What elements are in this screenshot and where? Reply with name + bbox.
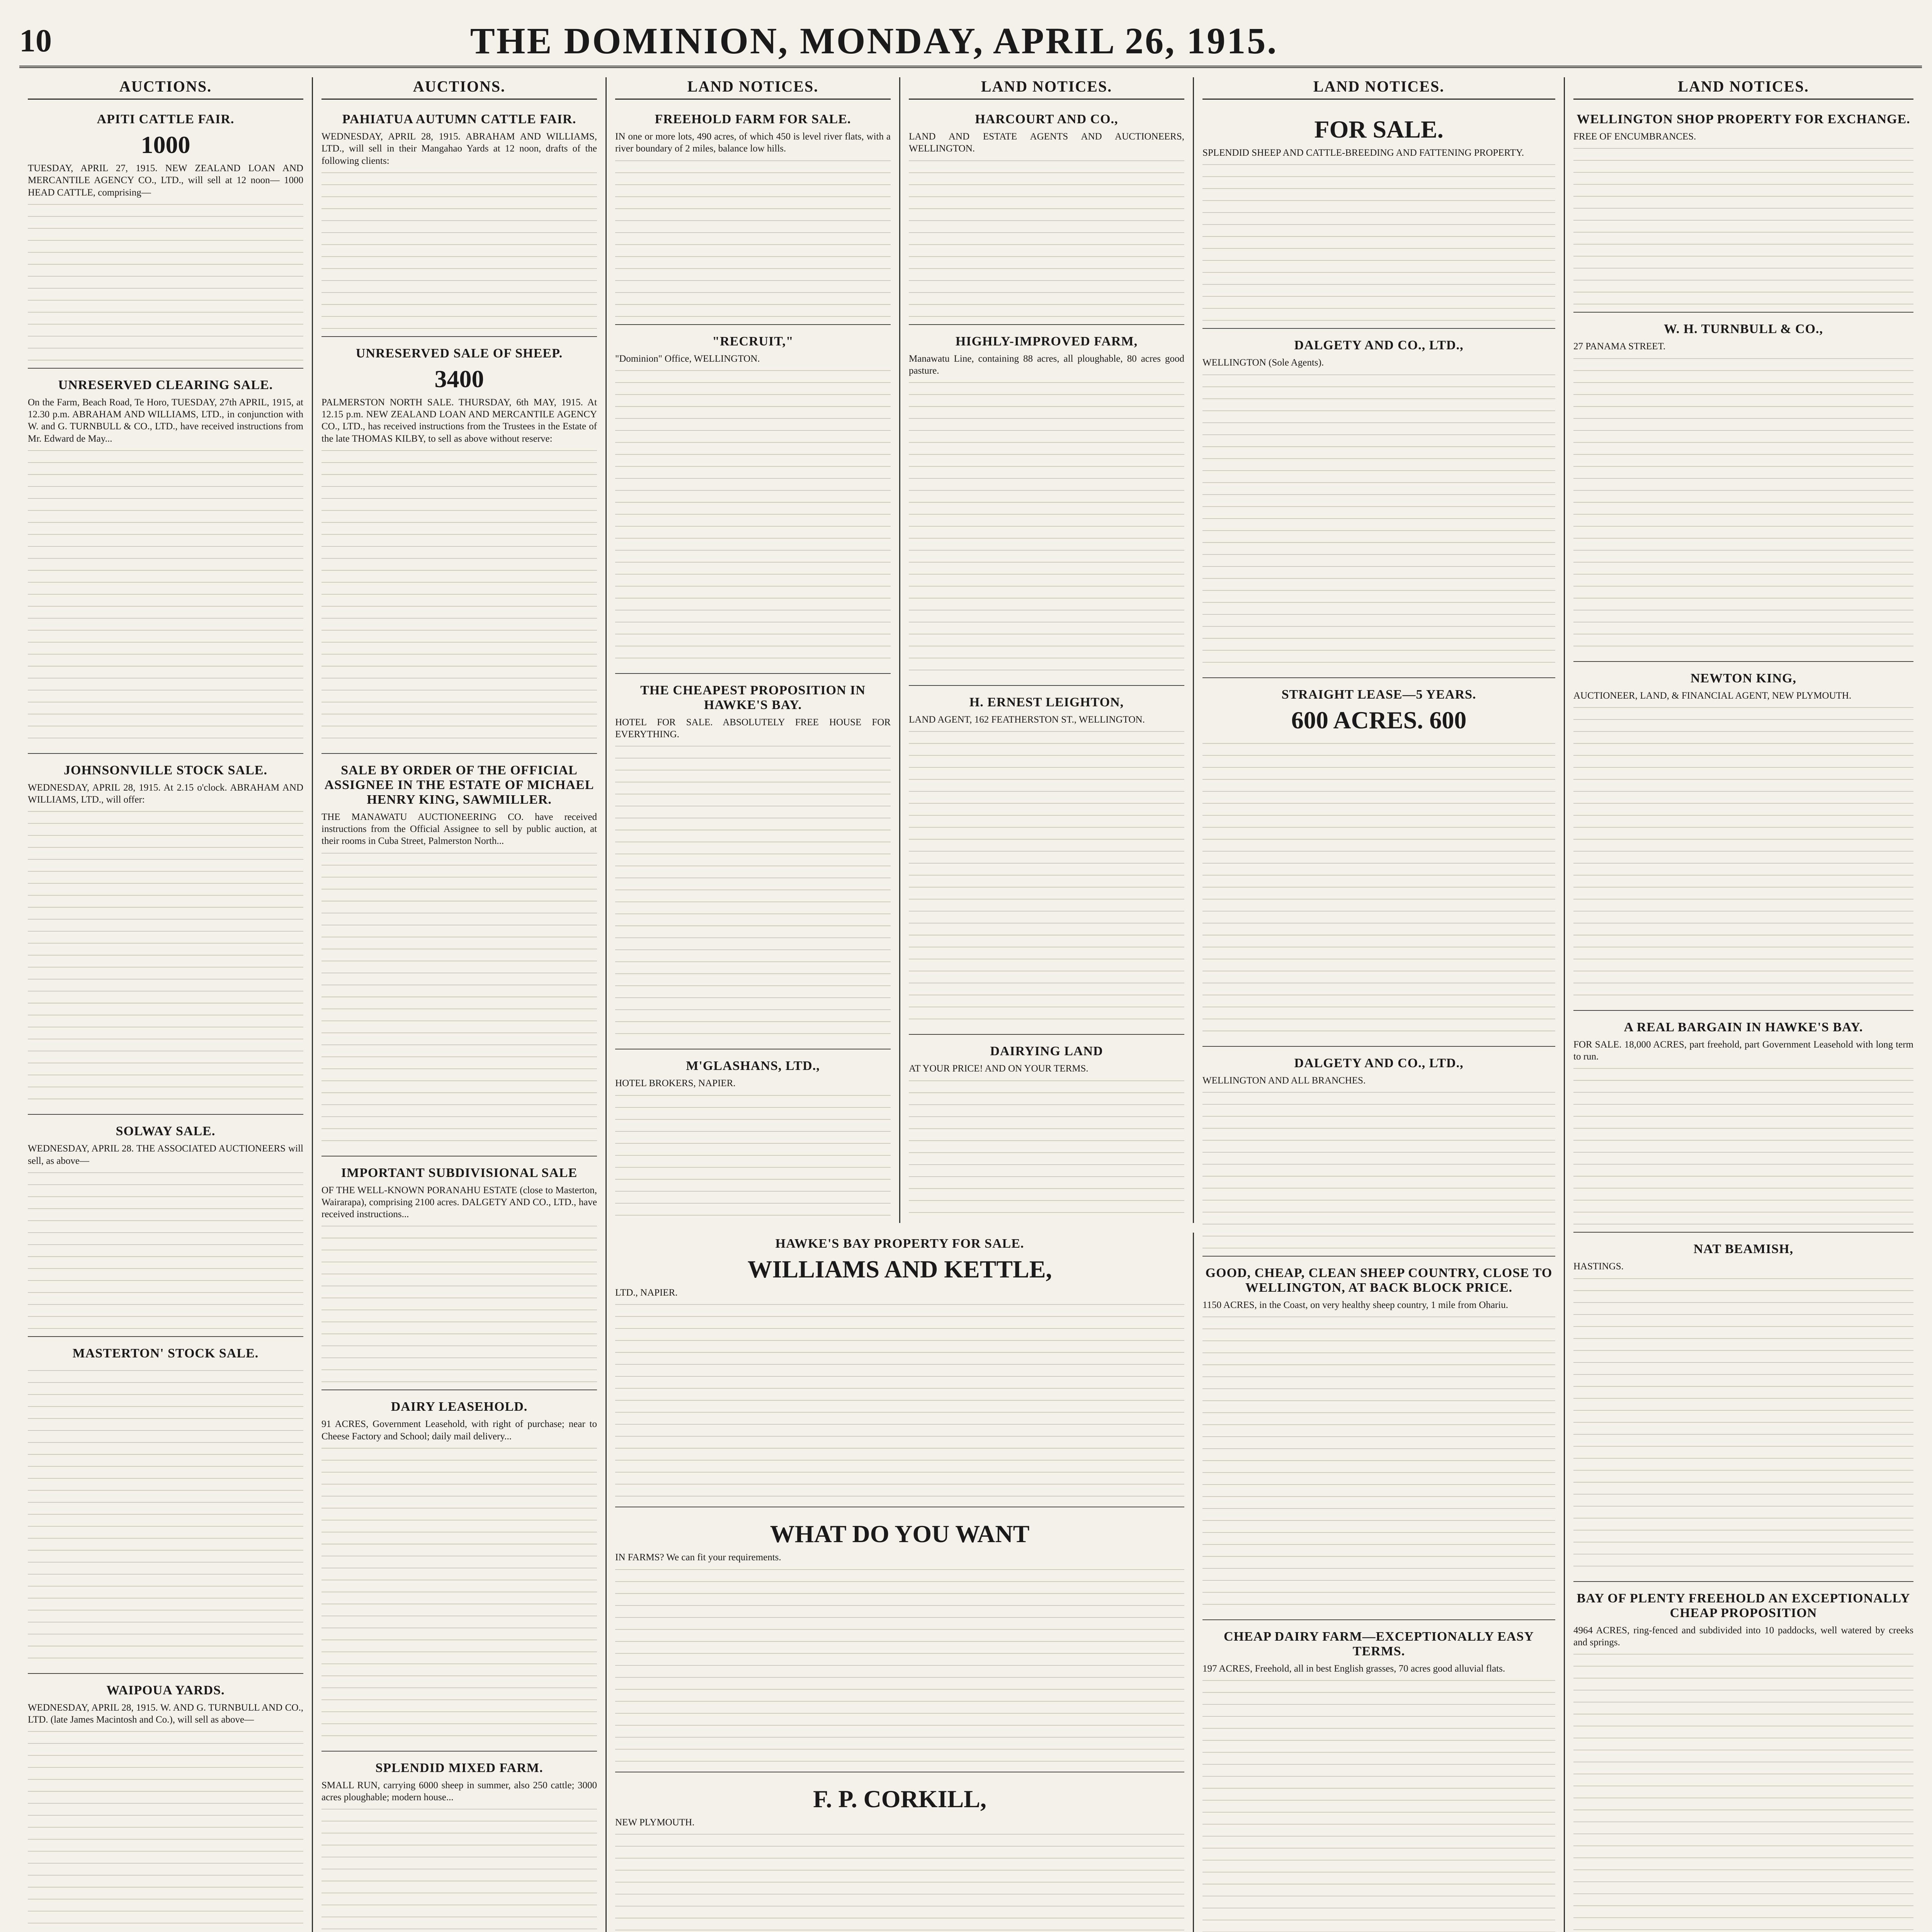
ad-body-text: THE MANAWATU AUCTIONEERING CO. have received instructions from the Official Assignee to sell by public auction, at their rooms in Cuba Street, Palmerston North... (321, 811, 597, 847)
fine-print-block (1573, 1648, 1913, 1932)
ad-body-text: HOTEL BROKERS, NAPIER. (615, 1078, 736, 1089)
classified-ad (1202, 1626, 1555, 1932)
ad-body-text: HASTINGS. (1573, 1261, 1624, 1272)
ad-heading: NEWTON KING, (1690, 671, 1796, 685)
column-land-notices-4 (1565, 77, 1922, 1932)
ad-heading: UNRESERVED SALE OF SHEEP. (355, 346, 563, 361)
fine-print-block (28, 1167, 303, 1329)
ad-body-text: WELLINGTON AND ALL BRANCHES. (1202, 1075, 1366, 1086)
column-wide-ads (607, 1233, 1194, 1932)
classified-ad (1573, 108, 1913, 313)
classified-ad (615, 108, 891, 325)
ad-body-text: 4964 ACRES, ring-fenced and subdivided into 10 paddocks, well watered by creeks and springs. (1573, 1625, 1913, 1648)
fine-print-block (1202, 369, 1555, 670)
fine-print-block (615, 155, 891, 317)
ad-body-text: WEDNESDAY, APRIL 28, 1915. ABRAHAM AND WILLIAMS, LTD., will sell in their Mangahao Yards at 12 noon, drafts of the following clients: (321, 131, 597, 166)
fine-print-block (615, 740, 891, 1042)
classified-ad (1202, 1052, 1555, 1257)
ad-body-text: On the Farm, Beach Road, Te Horo, TUESDAY, 27th APRIL, 1915, at 12.30 p.m. ABRAHAM AND WILLIAMS, LTD., in conjunction with W. and G. TURNBULL & CO., LTD., have received instructions from Mr. Edward de May... (28, 397, 303, 444)
classified-ad (321, 108, 597, 337)
ad-heading: H. ERNEST LEIGHTON, (969, 695, 1124, 709)
fine-print-block (615, 1090, 891, 1223)
ad-body-text: 1150 ACRES, in the Coast, on very healthy sheep country, 1 mile from Ohariu. (1202, 1299, 1509, 1310)
ad-heading: APITI CATTLE FAIR. (97, 112, 235, 126)
column-heading: LAND NOTICES. (1202, 77, 1555, 100)
classified-ad (1202, 1262, 1555, 1620)
fine-print-block (615, 1564, 1184, 1765)
fine-print-block (28, 445, 303, 746)
classified-ad (615, 1055, 891, 1223)
ad-display-line: FOR SALE. (1314, 116, 1444, 143)
fine-print-block (1573, 1063, 1913, 1225)
fine-print-block (615, 1299, 1184, 1500)
ad-heading: HAWKE'S BAY PROPERTY FOR SALE. (775, 1236, 1024, 1251)
ad-heading: M'GLASHANS, LTD., (686, 1059, 820, 1073)
classified-ad (615, 679, 891, 1050)
column-land-notices-1 (607, 77, 900, 1223)
fine-print-block (1573, 143, 1913, 305)
column-auctions-2 (313, 77, 607, 1932)
ad-body-text: LAND AGENT, 162 FEATHERSTON ST., WELLINGTON. (909, 714, 1145, 725)
column-land-notices-2 (900, 77, 1194, 1223)
ad-heading: THE CHEAPEST PROPOSITION IN HAWKE'S BAY. (640, 683, 866, 712)
ad-body-text: HOTEL FOR SALE. ABSOLUTELY FREE HOUSE FOR EVERYTHING. (615, 717, 891, 740)
ad-heading: FREEHOLD FARM FOR SALE. (655, 112, 851, 126)
ad-body-text: FOR SALE. 18,000 ACRES, part freehold, part Government Leasehold with long term to run. (1573, 1039, 1913, 1062)
ad-heading: UNRESERVED CLEARING SALE. (58, 378, 273, 392)
ad-display-line: 600 ACRES. 600 (1291, 706, 1467, 734)
fine-print-block (615, 365, 891, 666)
column-heading: AUCTIONS. (28, 77, 303, 100)
classified-ad (28, 1342, 303, 1674)
classified-ad (909, 691, 1184, 1035)
classified-ad (28, 1679, 303, 1932)
column-land-notices-3 (1194, 77, 1565, 1932)
fine-print-block (28, 199, 303, 361)
newspaper-title: THE DOMINION, MONDAY, APRIL 26, 1915. (470, 20, 1278, 61)
ad-heading: NAT BEAMISH, (1693, 1242, 1794, 1257)
ad-heading: MASTERTON' STOCK SALE. (72, 1346, 259, 1361)
column-heading: LAND NOTICES. (1573, 77, 1913, 100)
column-heading: LAND NOTICES. (909, 77, 1184, 100)
ad-heading: IMPORTANT SUBDIVISIONAL SALE (341, 1165, 578, 1180)
column-heading: LAND NOTICES. (615, 77, 891, 100)
ad-heading: W. H. TURNBULL & CO., (1663, 322, 1823, 337)
ad-body-text: "Dominion" Office, WELLINGTON. (615, 353, 760, 364)
fine-print-block (909, 726, 1184, 1027)
ad-body-text: 27 PANAMA STREET. (1573, 341, 1666, 352)
classified-ad (1202, 108, 1555, 329)
ad-display-line: WILLIAMS AND KETTLE, (747, 1255, 1052, 1283)
column-auctions-1 (19, 77, 313, 1932)
classified-ad (1573, 1587, 1913, 1932)
fine-print-block (909, 155, 1184, 317)
page-number: 10 (19, 22, 52, 59)
ad-heading: DAIRY LEASEHOLD. (391, 1400, 528, 1414)
ad-body-text: SMALL RUN, carrying 6000 sheep in summer, also 250 cattle; 3000 acres ploughable; modern house... (321, 1780, 597, 1803)
fine-print-block (321, 1220, 597, 1383)
classified-ad (909, 330, 1184, 686)
ad-body-text: 91 ACRES, Government Leasehold, with right of purchase; near to Cheese Factory and School; daily mail delivery... (321, 1419, 597, 1442)
ad-heading: "RECRUIT," (712, 334, 794, 349)
ad-heading: DALGETY AND CO., LTD., (1294, 1056, 1464, 1070)
ad-body-text: WEDNESDAY, APRIL 28, 1915. At 2.15 o'clock. ABRAHAM AND WILLIAMS, LTD., will offer: (28, 782, 303, 805)
ad-body-text: SPLENDID SHEEP AND CATTLE-BREEDING AND FATTENING PROPERTY. (1202, 148, 1524, 158)
ad-body-text: LAND AND ESTATE AGENTS AND AUCTIONEERS, WELLINGTON. (909, 131, 1184, 154)
ad-body-text: AT YOUR PRICE! AND ON YOUR TERMS. (909, 1063, 1088, 1074)
ad-heading: GOOD, CHEAP, CLEAN SHEEP COUNTRY, CLOSE TO WELLINGTON, AT BACK BLOCK PRICE. (1205, 1265, 1553, 1295)
classified-ad (321, 342, 597, 754)
masthead (19, 15, 1922, 68)
classified-ad (1573, 1016, 1913, 1233)
ad-body-text: TUESDAY, APRIL 27, 1915. NEW ZEALAND LOAN AND MERCANTILE AGENCY CO., LTD., will sell at 12 noon— 1000 HEAD CATTLE, comprising— (28, 163, 303, 198)
ad-display-line: 1000 (141, 131, 190, 158)
classified-ad (1573, 318, 1913, 662)
ad-body-text: IN FARMS? We can fit your requirements. (615, 1552, 781, 1563)
classified-ad (615, 1778, 1184, 1932)
classified-ad (321, 1162, 597, 1391)
ad-body-text: WEDNESDAY, APRIL 28. THE ASSOCIATED AUCTIONEERS will sell, as above— (28, 1143, 303, 1166)
ad-heading: SOLWAY SALE. (116, 1124, 216, 1139)
classified-ad (321, 1757, 597, 1932)
ad-display-line: 3400 (434, 365, 484, 393)
classified-ad (615, 1233, 1184, 1507)
ad-heading: HIGHLY-IMPROVED FARM, (955, 334, 1138, 349)
classified-ad (28, 1120, 303, 1337)
fine-print-block (1202, 738, 1555, 1039)
fine-print-block (321, 1803, 597, 1932)
fine-print-block (321, 847, 597, 1149)
ad-heading: HARCOURT AND CO., (975, 112, 1118, 126)
classified-ad (1202, 684, 1555, 1047)
ad-heading: A REAL BARGAIN IN HAWKE'S BAY. (1624, 1020, 1863, 1034)
fine-print-block (1202, 1311, 1555, 1612)
fine-print-block (1573, 353, 1913, 654)
column-heading: AUCTIONS. (321, 77, 597, 100)
ad-heading: STRAIGHT LEASE—5 YEARS. (1281, 687, 1476, 702)
classified-ad (909, 108, 1184, 325)
ad-heading: PAHIATUA AUTUMN CATTLE FAIR. (342, 112, 577, 126)
ad-display-line: WHAT DO YOU WANT (770, 1520, 1030, 1548)
fine-print-block (615, 1828, 1184, 1932)
classified-ad (28, 108, 303, 369)
fine-print-block (909, 1075, 1184, 1223)
ad-heading: JOHNSONVILLE STOCK SALE. (64, 763, 267, 777)
fine-print-block (321, 167, 597, 329)
fine-print-block (321, 445, 597, 746)
classified-ad (1573, 667, 1913, 1011)
ad-body-text: WEDNESDAY, APRIL 28, 1915. W. AND G. TURNBULL AND CO., LTD. (late James Macintosh and Co.), will sell as above— (28, 1702, 303, 1725)
ad-heading: CHEAP DAIRY FARM—EXCEPTIONALLY EASY TERMS. (1224, 1629, 1534, 1658)
ad-body-text: PALMERSTON NORTH SALE. THURSDAY, 6th MAY, 1915. At 12.15 p.m. NEW ZEALAND LOAN AND MERCANTILE AGENCY CO., LTD., has received instructions from the Trustees in the Estate of the late THOMAS KILBY, to sell as above without reserve: (321, 397, 597, 444)
classified-ad (615, 330, 891, 674)
classified-ad (615, 1513, 1184, 1772)
ad-body-text: NEW PLYMOUTH. (615, 1817, 695, 1828)
ad-display-line: F. P. CORKILL, (813, 1785, 986, 1813)
fine-print-block (28, 1365, 303, 1666)
classified-ad (321, 759, 597, 1156)
fine-print-block (28, 806, 303, 1107)
ad-body-text: 197 ACRES, Freehold, all in best English grasses, 70 acres good alluvial flats. (1202, 1663, 1505, 1674)
ad-heading: SPLENDID MIXED FARM. (375, 1760, 543, 1775)
ad-heading: BAY OF PLENTY FREEHOLD AN EXCEPTIONALLY CHEAP PROPOSITION (1577, 1591, 1910, 1620)
fine-print-block (1202, 159, 1555, 321)
classified-ad (321, 1396, 597, 1752)
ad-heading: SALE BY ORDER OF THE OFFICIAL ASSIGNEE IN THE ESTATE OF MICHAEL HENRY KING, SAWMILLER. (324, 763, 594, 807)
ad-body-text: AUCTIONEER, LAND, & FINANCIAL AGENT, NEW PLYMOUTH. (1573, 690, 1852, 701)
ad-heading: WELLINGTON SHOP PROPERTY FOR EXCHANGE. (1577, 112, 1910, 126)
ad-body-text: FREE OF ENCUMBRANCES. (1573, 131, 1696, 142)
fine-print-block (1202, 1675, 1555, 1932)
fine-print-block (1202, 1087, 1555, 1249)
fine-print-block (321, 1442, 597, 1744)
ad-body-text: WELLINGTON (Sole Agents). (1202, 357, 1324, 368)
ad-body-text: IN one or more lots, 490 acres, of which 450 is level river flats, with a river boundary of 2 miles, balance low hills. (615, 131, 891, 154)
ad-heading: DALGETY AND CO., LTD., (1294, 338, 1464, 353)
classified-ad (28, 759, 303, 1115)
fine-print-block (909, 377, 1184, 678)
ad-body-text: LTD., NAPIER. (615, 1287, 678, 1298)
classified-ad (909, 1040, 1184, 1223)
fine-print-block (1573, 1273, 1913, 1574)
classified-ad (1202, 334, 1555, 678)
fine-print-block (1573, 702, 1913, 1003)
ad-body-text: Manawatu Line, containing 88 acres, all ploughable, 80 acres good pasture. (909, 353, 1184, 376)
classified-ad (28, 374, 303, 754)
ad-heading: WAIPOUA YARDS. (106, 1683, 225, 1697)
ad-body-text: OF THE WELL-KNOWN PORANAHU ESTATE (close to Masterton, Wairarapa), comprising 2100 acres. DALGETY AND CO., LTD., have received instructions... (321, 1185, 597, 1219)
ad-heading: DAIRYING LAND (990, 1044, 1103, 1059)
classified-ad (1573, 1238, 1913, 1582)
fine-print-block (28, 1726, 303, 1932)
